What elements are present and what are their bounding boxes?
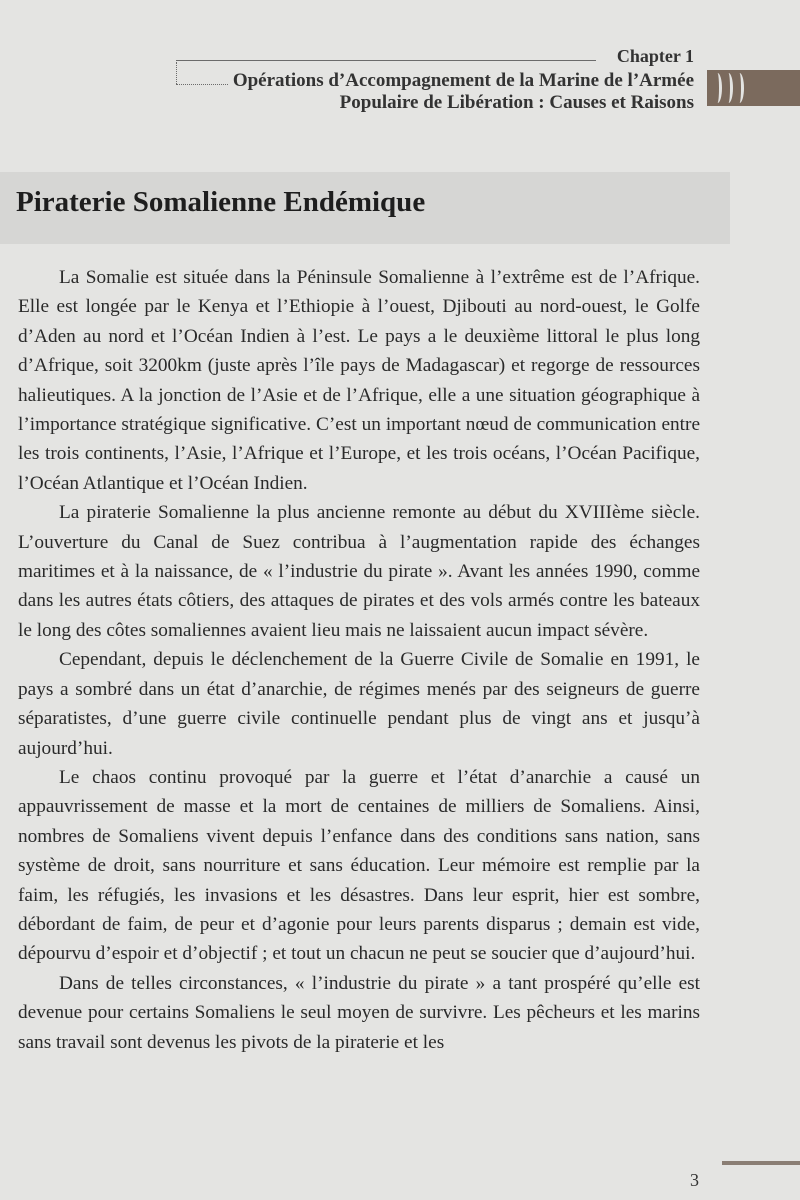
section-title: Piraterie Somalienne Endémique [16,186,426,218]
paragraph: La Somalie est située dans la Péninsule Somalienne à l’extrême est de l’Afrique. Elle est longée par le Kenya et l’Ethiopie à l’ouest, Djibouti au nord-ouest, le Golfe d’Aden au nord et l’Océan Indien à l’est. Le pays a le deuxième littoral le plus long d’Afrique, soit 3200km (juste après l’île pays de Madagascar) et regorge de ressources halieutiques. A la jonction de l’Asie et de l’Afrique, elle a une situation géographique à l’importance stratégique significative. C’est un important nœud de communication entre les trois continents, l’Asie, l’Afrique et l’Europe, et les trois océans, l’Océan Pacifique, l’Océan Atlantique et l’Océan Indien. [18,267,700,494]
chapter-title: Opérations d’Accompagnement de la Marine de l’Armée Populaire de Libération : Causes et Raisons [232,70,694,113]
chapter-label: Chapter 1 [616,46,694,66]
paragraph: La piraterie Somalienne la plus ancienne remonte au début du XVIIIème siècle. L’ouverture du Canal de Suez contribua à l’augmentation rapide des échanges maritimes et à la naissance, de « l’industrie du pirate ». Avant les années 1990, comme dans les autres états côtiers, des attaques de pirates et des vols armés contre les bateaux le long des côtes somaliennes avaient lieu mais ne laissaient aucun impact sévère. [18,502,700,641]
paragraph: Dans de telles circonstances, « l’industrie du pirate » a tant prospéré qu’elle est devenue pour certains Somaliens le seul moyen de survivre. Les pêcheurs et les marins sans travail sont devenus les pivots de la piraterie et les [18,972,700,1053]
header-dotted-bracket-vertical [176,62,177,84]
running-header [0,0,800,130]
body-text [18,263,700,1057]
header-rule [176,60,596,61]
paragraph: Le chaos continu provoqué par la guerre et l’état d’anarchie a causé un appauvrissement de masse et la mort de centaines de milliers de Somaliens. Ainsi, nombres de Somaliens vivent depuis l’enfance dans des conditions sans nation, sans système de droit, sans nourriture et sans éducation. Leur mémoire est remplie par la faim, les réfugiés, les invasions et les désastres. Dans leur esprit, hier est sombre, débordant de faim, de peur et d’agonie pour leurs parents disparus ; demain est vide, dépourvu d’espoir et d’objectif ; et tout un chacun ne peut se soucier que d’aujourd’hui. [18,766,700,965]
paragraph: Cependant, depuis le déclenchement de la Guerre Civile de Somalie en 1991, le pays a sombré dans un état d’anarchie, de régimes menés par des seigneurs de guerre séparatistes, d’une guerre civile continuelle pendant plus de vingt ans et jusqu’à aujourd’hui. [18,649,700,759]
chevron-marks-icon [713,70,744,106]
page-number: 3 [690,1170,699,1190]
footer-rule [722,1161,800,1165]
